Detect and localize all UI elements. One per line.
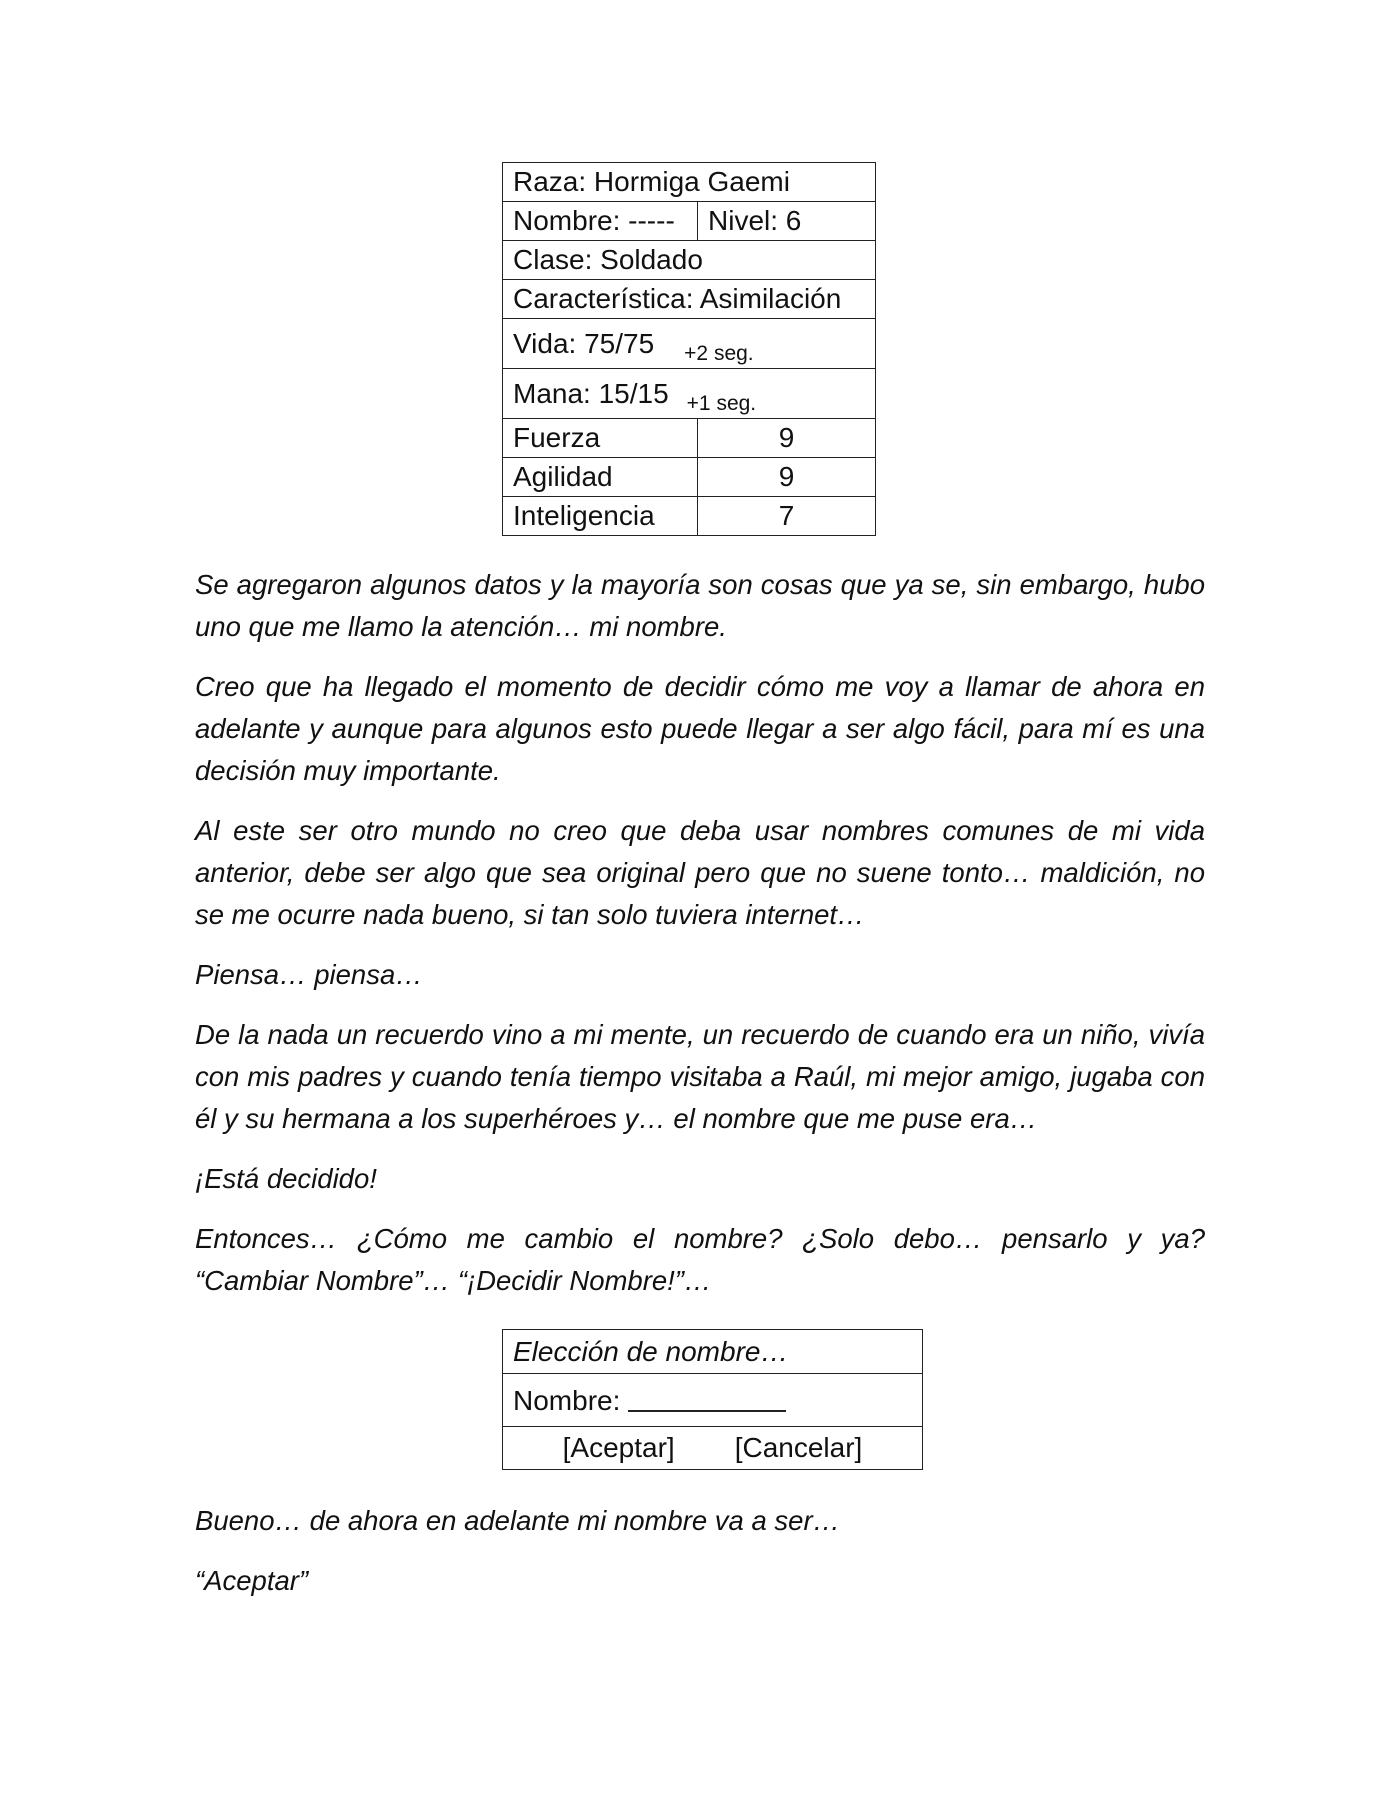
health-value: Vida: 75/75 xyxy=(513,327,655,359)
name-label: Nombre: xyxy=(513,1384,621,1416)
story-paragraph: Al este ser otro mundo no creo que deba usar nombres comunes de mi vida anterior, debe ser algo que sea original pero que no suene tonto… maldición, no se me ocurre nada bueno, si tan solo tuviera internet… xyxy=(195,815,1205,930)
dialog-title: Elección de nombre… xyxy=(503,1330,923,1374)
stat-row xyxy=(503,458,876,497)
ending-line: Bueno… de ahora en adelante mi nombre va a ser… xyxy=(195,1505,841,1536)
story-paragraph: Piensa… piensa… xyxy=(195,959,423,990)
story-text xyxy=(195,564,1205,1320)
mana-value: Mana: 15/15 xyxy=(513,377,669,409)
story-paragraph: Entonces… ¿Cómo me cambio el nombre? ¿Solo debo… pensarlo y ya? “Cambiar Nombre”… “¡Decidir Nombre!”… xyxy=(195,1223,1205,1296)
health-regen: +2 seg. xyxy=(684,341,754,365)
stat-row xyxy=(503,497,876,536)
race-field: Raza: Hormiga Gaemi xyxy=(503,163,876,202)
name-row xyxy=(503,1374,923,1427)
stat-label: Agilidad xyxy=(503,458,698,497)
level-field: Nivel: 6 xyxy=(698,202,876,241)
stat-row xyxy=(503,419,876,458)
story-paragraph: Creo que ha llegado el momento de decidir cómo me voy a llamar de ahora en adelante y aunque para algunos esto puede llegar a ser algo fácil, para mí es una decisión muy importante. xyxy=(195,671,1205,786)
stat-value: 9 xyxy=(698,458,876,497)
accept-button[interactable]: [Aceptar] xyxy=(562,1432,675,1463)
stat-label: Fuerza xyxy=(503,419,698,458)
mana-field xyxy=(503,369,876,419)
ending-quote: “Aceptar” xyxy=(195,1565,309,1596)
trait-field: Característica: Asimilación xyxy=(503,280,876,319)
dialog-buttons xyxy=(503,1427,923,1470)
name-input[interactable] xyxy=(628,1386,786,1412)
story-paragraph: De la nada un recuerdo vino a mi mente, un recuerdo de cuando era un niño, vivía con mis padres y cuando tenía tiempo visitaba a Raúl, mi mejor amigo, jugaba con él y su hermana a los superhéroes y… el nombre que me puse era… xyxy=(195,1019,1205,1134)
name-field: Nombre: ----- xyxy=(503,202,698,241)
health-field xyxy=(503,319,876,369)
mana-regen: +1 seg. xyxy=(686,391,757,415)
stat-value: 9 xyxy=(698,419,876,458)
story-paragraph: ¡Está decidido! xyxy=(195,1163,377,1194)
stat-label: Inteligencia xyxy=(503,497,698,536)
status-window xyxy=(502,162,876,536)
stat-value: 7 xyxy=(698,497,876,536)
cancel-button[interactable]: [Cancelar] xyxy=(734,1432,863,1463)
story-paragraph: Se agregaron algunos datos y la mayoría son cosas que ya se, sin embargo, hubo uno que me llamo la atención… mi nombre. xyxy=(195,569,1205,642)
ending-text xyxy=(195,1500,1205,1620)
class-field: Clase: Soldado xyxy=(503,241,876,280)
name-choice-dialog xyxy=(502,1329,923,1470)
